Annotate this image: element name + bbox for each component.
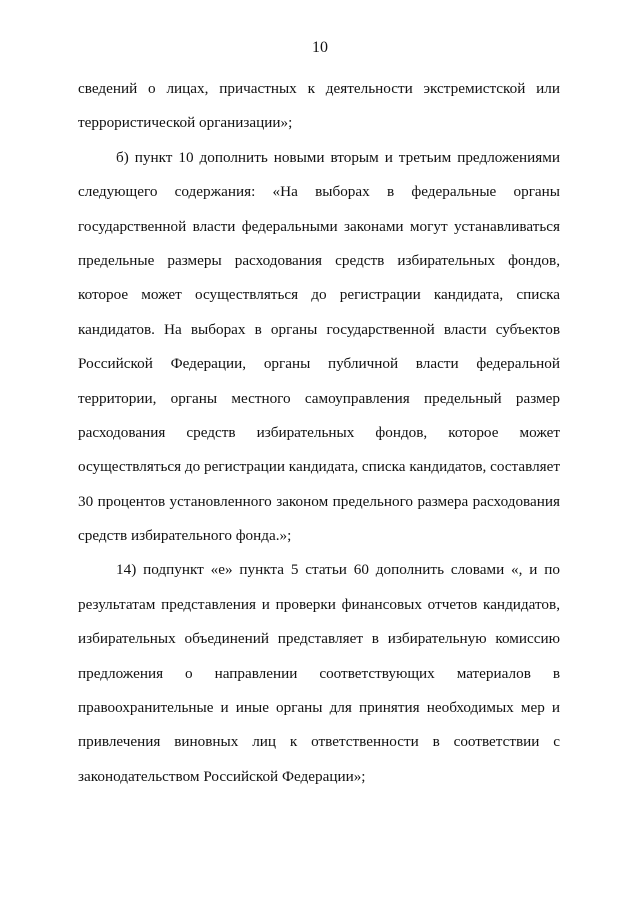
text-line: сведений о лицах, причастных к деятельности экстремистской или <box>78 80 560 97</box>
text-line: государственной власти федеральными законами могут устанавливаться <box>78 217 560 235</box>
text-line: правоохранительные и иные органы для принятия необходимых мер и <box>78 699 560 717</box>
document-body <box>78 72 560 794</box>
text-line: расходования средств избирательных фондов, которое может <box>78 423 560 441</box>
text-line: результатам представления и проверки финансовых отчетов кандидатов, <box>78 595 560 613</box>
text-line: террористической организации»; <box>78 114 293 132</box>
text-line: средств избирательного фонда.»; <box>78 527 292 545</box>
text-line: 30 процентов установленного законом предельного размера расходования <box>78 492 560 510</box>
text-line: 14) подпункт «е» пункта 5 статьи 60 дополнить словами «, и по <box>116 561 560 579</box>
text-line: привлечения виновных лиц к ответственности в соответствии с <box>78 733 560 751</box>
paragraph <box>78 141 560 554</box>
text-line: предельные размеры расходования средств избирательных фондов, <box>78 251 560 269</box>
text-line: предложения о направлении соответствующих материалов в <box>78 664 560 682</box>
text-line: осуществляться до регистрации кандидата, списка кандидатов, составляет <box>78 458 560 476</box>
text-line: б) пункт 10 дополнить новыми вторым и третьим предложениями <box>116 148 560 166</box>
text-line: Российской Федерации, органы публичной власти федеральной <box>78 355 560 373</box>
text-line: избирательных объединений представляет в избирательную комиссию <box>78 630 560 648</box>
paragraph <box>78 72 560 141</box>
page-number: 10 <box>312 39 328 56</box>
text-line: кандидатов. На выборах в органы государственной власти субъектов <box>78 320 560 338</box>
paragraph <box>78 553 560 794</box>
text-line: которое может осуществляться до регистрации кандидата, списка <box>78 286 560 304</box>
text-line: законодательством Российской Федерации»; <box>78 767 366 785</box>
text-line: следующего содержания: «На выборах в федеральные органы <box>78 183 560 201</box>
text-line: территории, органы местного самоуправления предельный размер <box>78 389 560 407</box>
